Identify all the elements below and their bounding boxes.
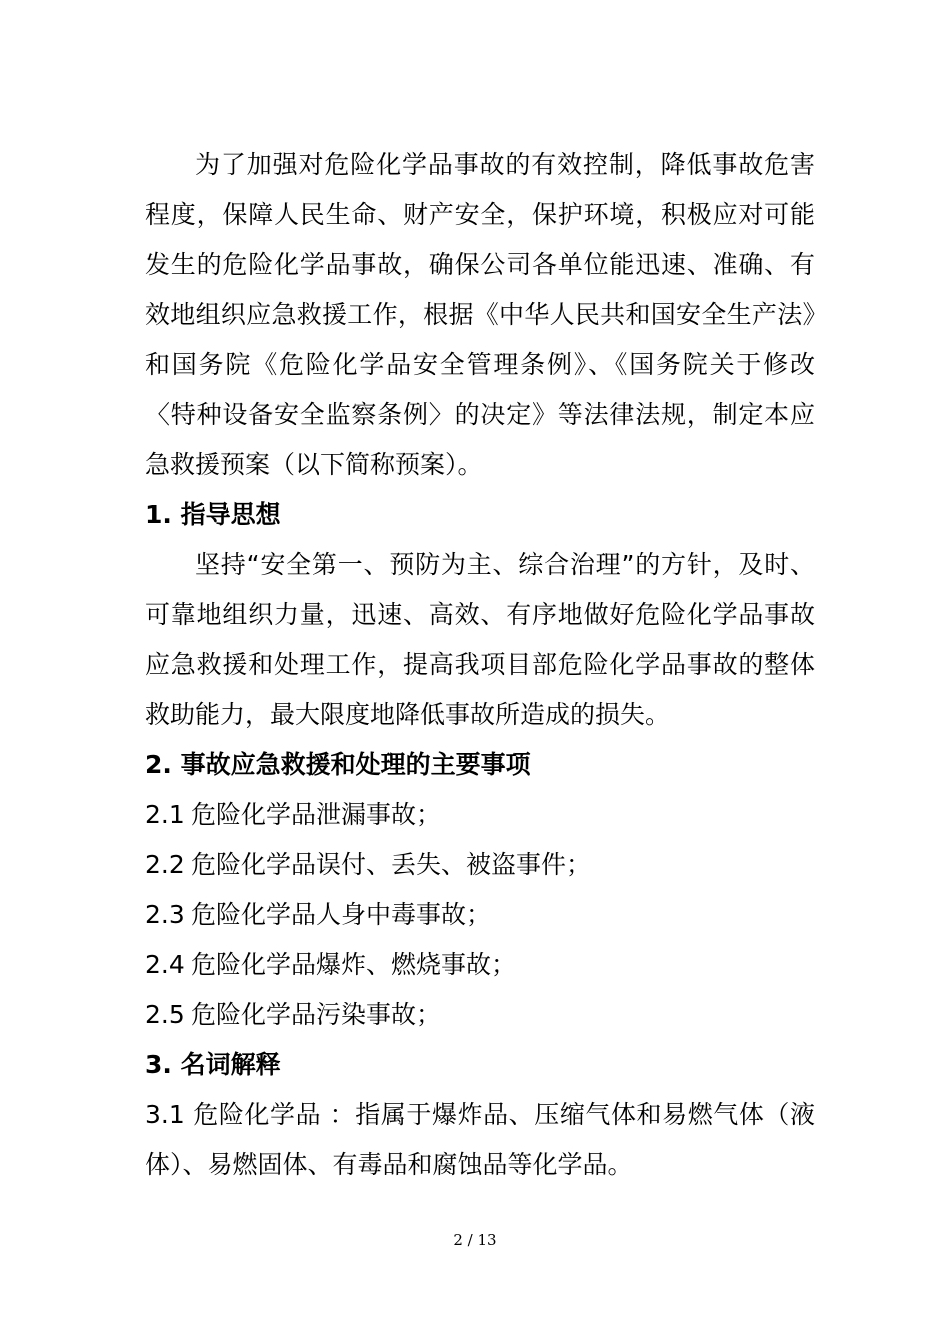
list-item-number: 2.5 <box>145 1000 185 1029</box>
list-item <box>145 840 815 890</box>
list-item-number: 2.2 <box>145 850 185 879</box>
intro-paragraph: 为了加强对危险化学品事故的有效控制，降低事故危害程度，保障人民生命、财产安全，保护环境，积极应对可能发生的危险化学品事故，确保公司各单位能迅速、准确、有效地组织应急救援工作，根据《中华人民共和国安全生产法》和国务院《危险化学品安全管理条例》、《国务院关于修改〈特种设备安全监察条例〉的决定》等法律法规，制定本应急救援预案（以下简称预案）。 <box>145 150 815 479</box>
list-item <box>145 990 815 1040</box>
section-3-definition: 3.1 危险化学品 ：指属于爆炸品、压缩气体和易燃气体（液体）、易燃固体、有毒品和腐蚀品等化学品。 <box>145 1100 815 1179</box>
list-item <box>145 890 815 940</box>
list-item-number: 2.4 <box>145 950 185 979</box>
list-item-text: 危险化学品误付、丢失、被盗事件； <box>191 850 592 879</box>
list-item <box>145 940 815 990</box>
section-3-heading: 3. 名词解释 <box>145 1050 281 1079</box>
list-item <box>145 790 815 840</box>
section-1-heading: 1. 指导思想 <box>145 500 281 529</box>
section-2-list <box>145 790 815 1040</box>
list-item-number: 2.3 <box>145 900 185 929</box>
section-2-heading: 2. 事故应急救援和处理的主要事项 <box>145 750 531 779</box>
list-item-text: 危险化学品人身中毒事故； <box>191 900 492 929</box>
list-item-text: 危险化学品爆炸、燃烧事故； <box>191 950 517 979</box>
list-item-text: 危险化学品泄漏事故； <box>191 800 442 829</box>
document-body <box>145 140 815 1190</box>
section-1-body: 坚持“安全第一、预防为主、综合治理”的方针，及时、可靠地组织力量，迅速、高效、有序地做好危险化学品事故应急救援和处理工作，提高我项目部危险化学品事故的整体救助能力，最大限度地降低事故所造成的损失。 <box>145 550 815 729</box>
list-item-number: 2.1 <box>145 800 185 829</box>
page-number: 2 / 13 <box>453 1231 497 1249</box>
list-item-text: 危险化学品污染事故； <box>191 1000 442 1029</box>
